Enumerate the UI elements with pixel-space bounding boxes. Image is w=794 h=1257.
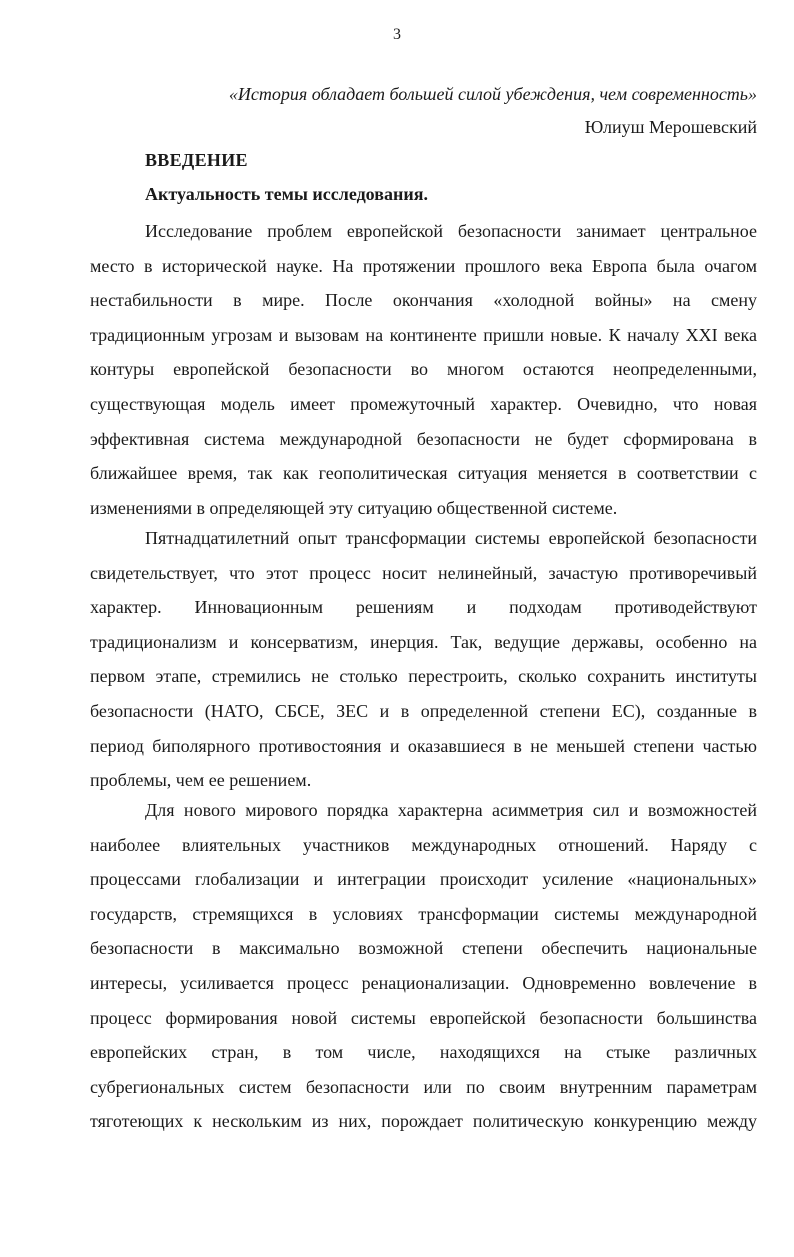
paragraph-line: европейских стран, в том числе, находящихся на стыке различных bbox=[90, 1042, 757, 1063]
paragraph-line: безопасности в максимально возможной степени обеспечить национальные bbox=[90, 938, 757, 959]
paragraph-line: Исследование проблем европейской безопасности занимает центральное bbox=[145, 221, 757, 241]
epigraph-author: Юлиуш Мерошевский bbox=[584, 117, 757, 137]
subsection-heading: Актуальность темы исследования. bbox=[145, 184, 428, 204]
paragraph-line: наиболее влиятельных участников международных отношений. Наряду с bbox=[90, 834, 757, 855]
paragraph-line: место в исторической науке. На протяжении прошлого века Европа была очагом bbox=[90, 255, 757, 276]
paragraph-line: Пятнадцатилетний опыт трансформации системы европейской безопасности bbox=[145, 528, 757, 548]
paragraph-line: процессами глобализации и интеграции происходит усиление «национальных» bbox=[90, 869, 757, 890]
epigraph-quote: «История обладает большей силой убеждения, чем современность» bbox=[228, 84, 757, 104]
paragraph-2 bbox=[90, 521, 757, 798]
paragraph-1 bbox=[90, 214, 757, 525]
paragraph-line: традиционализм и консерватизм, инерция. Так, ведущие державы, особенно на bbox=[90, 631, 757, 652]
paragraph-line: период биполярного противостояния и оказавшиеся в не меньшей степени частью bbox=[90, 735, 757, 756]
paragraph-line: существующая модель имеет промежуточный характер. Очевидно, что новая bbox=[90, 393, 757, 414]
paragraph-line: свидетельствует, что этот процесс носит нелинейный, зачастую противоречивый bbox=[90, 562, 757, 583]
section-heading: ВВЕДЕНИЕ bbox=[145, 150, 248, 170]
paragraph-line: тяготеющих к нескольким из них, порождает политическую конкуренцию между bbox=[90, 1111, 757, 1132]
paragraph-line: традиционным угрозам и вызовам на континенте пришли новые. К началу XXI века bbox=[90, 324, 757, 345]
page-number: 3 bbox=[393, 26, 401, 43]
paragraph-line: интересы, усиливается процесс ренационализации. Одновременно вовлечение в bbox=[90, 972, 757, 993]
paragraph-line: ближайшее время, так как геополитическая ситуация меняется в соответствии с bbox=[90, 463, 757, 484]
paragraph-line: безопасности (НАТО, СБСЕ, ЗЕС и в определенной степени ЕС), созданные в bbox=[90, 700, 757, 721]
paragraph-line: государств, стремящихся в условиях трансформации системы международной bbox=[90, 903, 757, 924]
paragraph-line: субрегиональных систем безопасности или по своим внутренним параметрам bbox=[90, 1076, 757, 1097]
paragraph-line: изменениями в определяющей эту ситуацию общественной системе. bbox=[90, 497, 618, 518]
paragraph-line: проблемы, чем ее решением. bbox=[90, 770, 312, 791]
paragraph-line: нестабильности в мире. После окончания «холодной войны» на смену bbox=[90, 290, 757, 311]
paragraph-3 bbox=[90, 793, 757, 1139]
paragraph-line: процесс формирования новой системы европейской безопасности большинства bbox=[90, 1007, 757, 1028]
paragraph-line: Для нового мирового порядка характерна асимметрия сил и возможностей bbox=[145, 800, 757, 820]
paragraph-line: эффективная система международной безопасности не будет сформирована в bbox=[90, 428, 757, 449]
paragraph-line: характер. Инновационным решениям и подходам противодействуют bbox=[90, 597, 757, 618]
paragraph-line: контуры европейской безопасности во многом остаются неопределенными, bbox=[90, 359, 757, 380]
paragraph-line: первом этапе, стремились не столько перестроить, сколько сохранить институты bbox=[90, 666, 757, 687]
